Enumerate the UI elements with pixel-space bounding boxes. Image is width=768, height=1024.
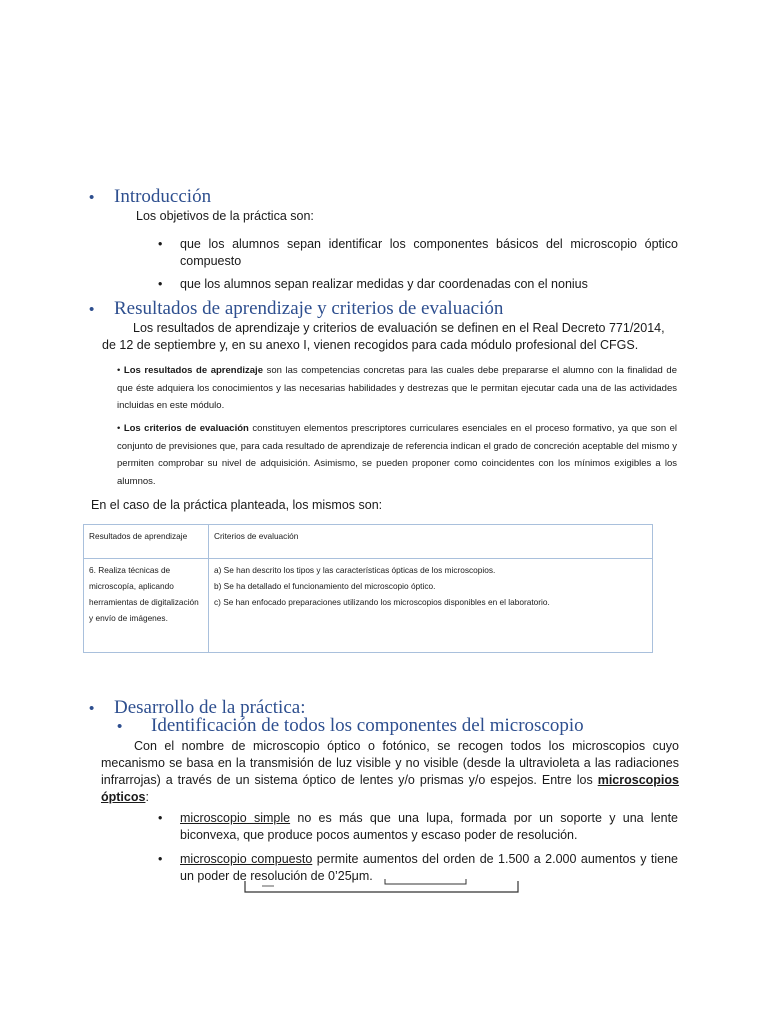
- table-lead: En el caso de la práctica planteada, los mismos son:: [91, 498, 383, 512]
- def-bullet: •: [117, 365, 124, 376]
- heading-bullet: •: [89, 189, 95, 206]
- microscope-simple-term: microscopio simple: [180, 811, 291, 825]
- microscope-simple-desc: no es más que una lupa, formada por un soporte y una lente biconvexa, que produce pocos aumentos y escaso poder de resolución.: [180, 811, 678, 842]
- criteria-item: b) Se ha detallado el funcionamiento del microscopio óptico.: [214, 581, 436, 591]
- item-bullet: •: [158, 852, 163, 866]
- table-header-results: Resultados de aprendizaje: [84, 525, 209, 559]
- intro-item-1: [158, 236, 678, 270]
- definition-criteria: [117, 420, 677, 490]
- criteria-item: c) Se han enfocado preparaciones utilizando los microscopios disponibles en el laboratorio.: [214, 597, 550, 607]
- results-heading: [89, 298, 503, 320]
- intro-item-2: [158, 276, 678, 293]
- development-title: Desarrollo de la práctica:: [114, 697, 306, 718]
- table-cell-result: 6. Realiza técnicas de microscopía, aplicando herramientas de digitalización y envío de imágenes.: [84, 559, 209, 653]
- microscope-simple-item: [158, 810, 678, 844]
- heading-bullet: •: [89, 700, 95, 717]
- microscope-compound-desc: permite aumentos del orden de 1.500 a 2.000 aumentos y tiene un poder de resolución de 0’25μm.: [180, 852, 678, 883]
- intro-heading: [89, 186, 211, 208]
- table-header-criteria: Criterios de evaluación: [209, 525, 653, 559]
- development-paragraph-text: Con el nombre de microscopio óptico o fotónico, se recogen todos los microscopios cuyo mecanismo se basa en la transmisión de luz visible y no visible (desde la ultravioleta a las radiaciones infrarrojas) a través de un sistema óptico de lentes y/o prismas y/o espejos. Entre los: [101, 739, 679, 787]
- heading-bullet: •: [117, 718, 123, 735]
- def1-text: son las competencias concretas para las cuales debe prepararse el alumno con la finalidad de que éste adquiera los conocimientos y las necesarias habilidades y destrezas que le permitan ejecutar cada una de las actividades incluidas en este módulo.: [117, 365, 677, 411]
- components-title: Identificación de todos los componentes del microscopio: [151, 715, 584, 736]
- paragraph-colon: :: [145, 790, 149, 804]
- handwritten-bracket: [240, 876, 530, 898]
- intro-item-1-text: que los alumnos sepan identificar los componentes básicos del microscopio óptico compuesto: [180, 237, 678, 268]
- criteria-table: [83, 524, 653, 653]
- optical-microscopes-term: microscopios ópticos: [101, 773, 679, 804]
- item-bullet: •: [158, 277, 163, 291]
- def-bullet: •: [117, 423, 124, 434]
- intro-item-2-text: que los alumnos sepan realizar medidas y dar coordenadas con el nonius: [180, 277, 588, 291]
- components-heading: [117, 715, 584, 737]
- def2-text: constituyen elementos prescriptores curriculares esenciales en el proceso formativo, ya que son el conjunto de previsiones que, para cada resultado de aprendizaje de referencia indican el grado de concreción aceptable del mismo y permiten comprobar su nivel de adquisición. Asimismo, se pueden proponer como coincidentes con los mínimos exigibles a los alumnos.: [117, 423, 677, 487]
- results-title: Resultados de aprendizaje y criterios de evaluación: [114, 298, 504, 319]
- intro-title: Introducción: [114, 186, 212, 207]
- item-bullet: •: [158, 237, 163, 251]
- definition-results: [117, 362, 677, 415]
- results-paragraph: Los resultados de aprendizaje y criterios de evaluación se definen en el Real Decreto 771/2014, de 12 de septiembre y, en su anexo I, vienen recogidos para cada módulo profesional del CFGS.: [102, 321, 665, 352]
- item-bullet: •: [158, 811, 163, 825]
- intro-lead: Los objetivos de la práctica son:: [136, 209, 314, 223]
- heading-bullet: •: [89, 301, 95, 318]
- def2-term: Los criterios de evaluación: [123, 423, 249, 434]
- table-cell-criteria: [209, 559, 653, 653]
- def1-term: Los resultados de aprendizaje: [123, 365, 263, 376]
- microscope-compound-term: microscopio compuesto: [180, 852, 313, 866]
- criteria-item: a) Se han descrito los tipos y las características ópticas de los microscopios.: [214, 565, 496, 575]
- microscope-simple-text: [180, 810, 678, 844]
- development-paragraph: [101, 738, 679, 806]
